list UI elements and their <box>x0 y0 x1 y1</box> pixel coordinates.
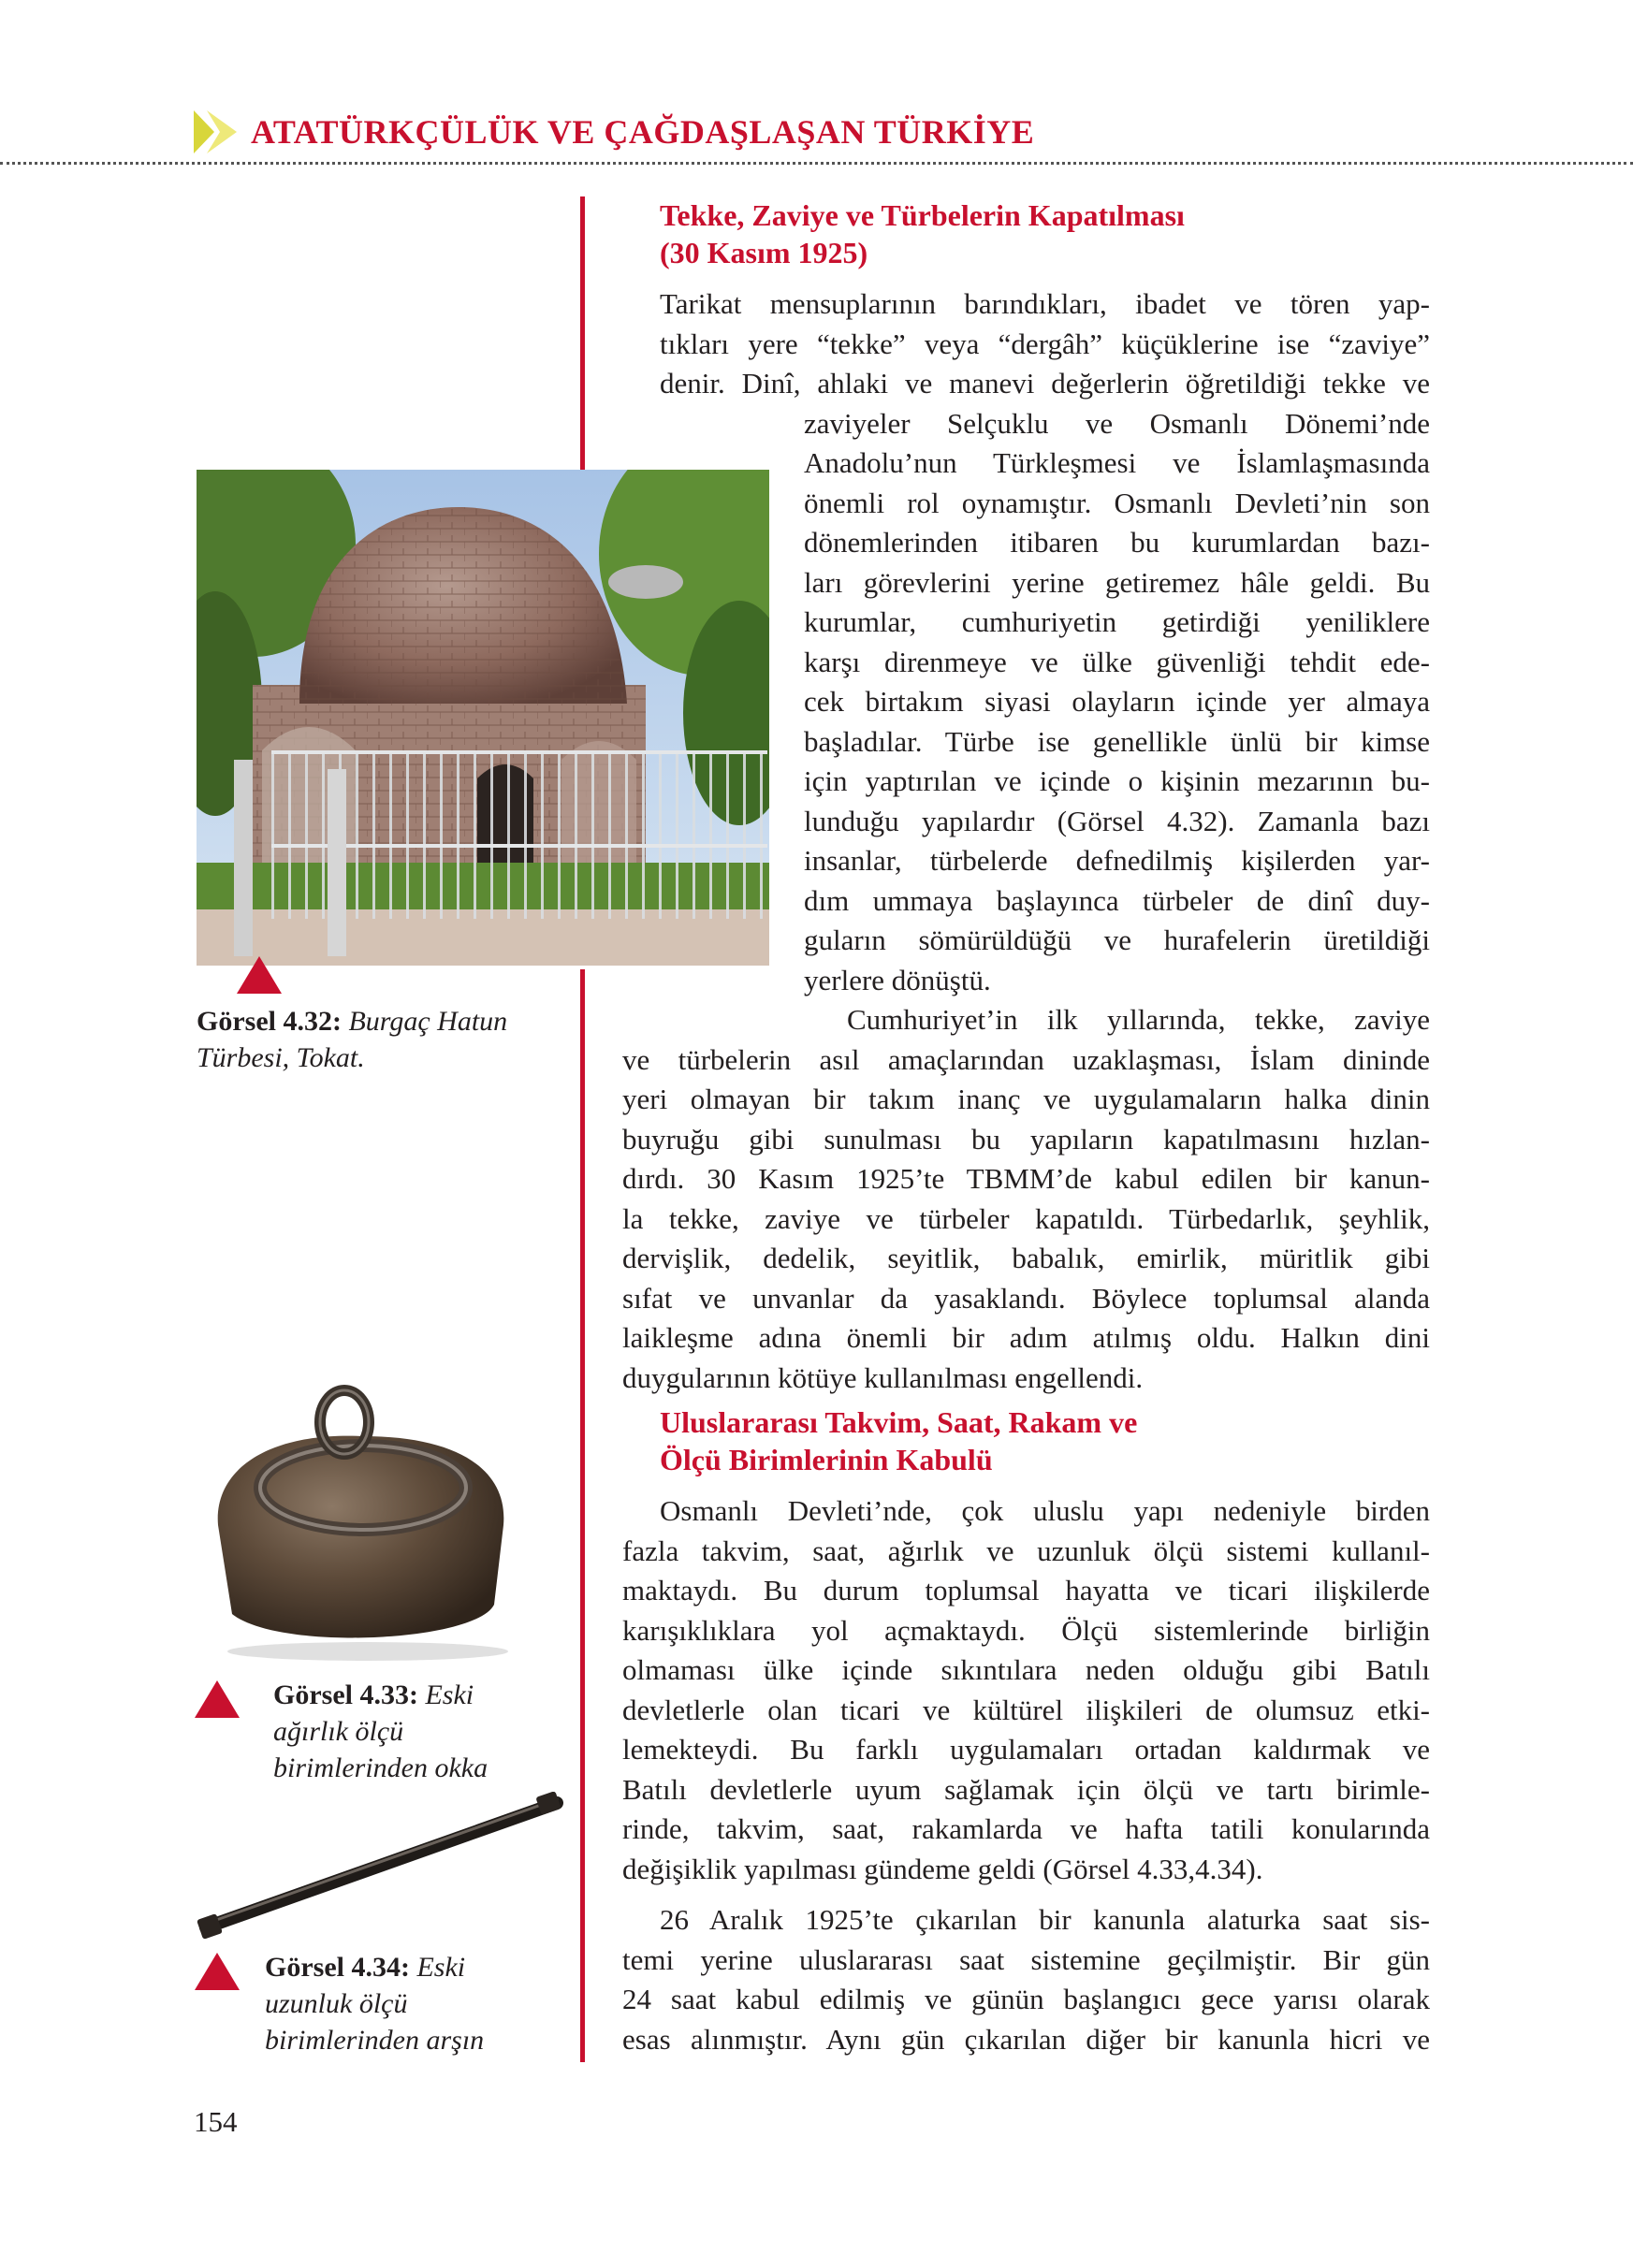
heading-line: Tekke, Zaviye ve Türbelerin Kapatılması <box>660 198 1185 232</box>
text-line: fazla takvim, saat, ağırlık ve uzunluk ölçü sistemi kullanıl- <box>622 1534 1430 1567</box>
text-line: rinde, takvim, saat, rakamlarda ve hafta tatili konularında <box>622 1812 1430 1845</box>
text-line: guların sömürüldüğü ve hurafelerin üretildiği <box>804 923 1430 956</box>
caption-marker-icon <box>237 956 282 994</box>
text-line: Batılı devletlerle uyum sağlamak için ölçü ve tartı birimle- <box>622 1772 1430 1806</box>
text-line: lunduğu yapılardır (Görsel 4.32). Zamanla bazı <box>804 804 1430 837</box>
text-line: Tarikat mensuplarının barındıkları, ibadet ve tören yap- <box>660 287 1430 320</box>
text-line: 24 saat kabul edilmiş ve günün başlangıcı gece yarısı olarak <box>622 1983 1430 2015</box>
caption-marker-icon <box>195 1953 240 1990</box>
chapter-title: ATATÜRKÇÜLÜK VE ÇAĞDAŞLAŞAN TÜRKİYE <box>251 113 1035 151</box>
heading-line: (30 Kasım 1925) <box>660 236 868 269</box>
caption-marker-icon <box>195 1680 240 1718</box>
heading-line: Uluslararası Takvim, Saat, Rakam ve <box>660 1405 1138 1439</box>
caption-text: Eski <box>416 1952 466 1983</box>
section-heading-olcu <box>660 1403 1137 1478</box>
text-line: için yaptırılan ve içinde o kişinin mezarının bu- <box>804 764 1430 797</box>
paragraph-tekke-intro <box>660 284 1430 404</box>
figure-caption-4-33 <box>273 1677 488 1786</box>
text-line: insanlar, türbelerde defnedilmiş kişilerden yar- <box>804 844 1430 877</box>
caption-text: Eski <box>425 1679 474 1710</box>
text-line: başladılar. Türbe ise genellikle ünlü bir kimse <box>804 724 1430 758</box>
text-line: sıfat ve unvanlar da yasaklandı. Böylece toplumsal alanda <box>622 1281 1430 1315</box>
caption-text: Burgaç Hatun <box>348 1006 508 1037</box>
caption-label: Görsel 4.32: <box>197 1006 342 1037</box>
text-line: dervişlik, dedelik, seyitlik, babalık, emirlik, müritlik gibi <box>622 1242 1430 1274</box>
column-divider-bottom <box>580 969 585 2062</box>
text-line: dönemlerinden itibaren bu kurumlardan bazı- <box>804 526 1430 559</box>
text-line: 26 Aralık 1925’te çıkarılan bir kanunla alaturka saat sis- <box>660 1903 1430 1936</box>
text-line: ve türbelerin asıl amaçlarından uzaklaşması, İslam dininde <box>622 1042 1430 1076</box>
text-line: Anadolu’nun Türkleşmesi ve İslamlaşmasında <box>804 446 1430 479</box>
figure-caption-4-34 <box>265 1949 484 2058</box>
heading-line: Ölçü Birimlerinin Kabulü <box>660 1443 993 1476</box>
okka-weight-photo <box>195 1385 532 1665</box>
caption-text: ağırlık ölçü <box>273 1716 404 1747</box>
text-line: laikleşme adına önemli bir adım atılmış oldu. Halkın dini <box>622 1321 1430 1354</box>
caption-text: Türbesi, Tokat. <box>197 1042 365 1073</box>
text-line: değişiklik yapılması gündeme geldi (Görsel 4.33,4.34). <box>622 1852 1263 1885</box>
text-line: cek birtakım siyasi olayların içinde yer almaya <box>804 685 1430 718</box>
text-line: yeri olmayan bir takım inanç ve uygulamaların halka dinin <box>622 1083 1430 1115</box>
caption-label: Görsel 4.33: <box>273 1679 418 1710</box>
caption-label: Görsel 4.34: <box>265 1952 410 1983</box>
tomb-photo <box>197 470 769 966</box>
paragraph-olcu-intro <box>622 1491 1430 1889</box>
text-line: buyruğu gibi sunulması bu yapıların kapatılmasını hızlan- <box>622 1122 1430 1156</box>
text-line: karşı direnmeye ve ülke güvenliği tehdit ede- <box>804 645 1430 678</box>
text-line: Osmanlı Devleti’nde, çok uluslu yapı nedeniyle birden <box>660 1494 1430 1527</box>
text-line: denir. Dinî, ahlaki ve manevi değerlerin öğretildiği tekke ve <box>660 367 1430 400</box>
text-line: duygularının kötüye kullanılması engellendi. <box>622 1360 1144 1394</box>
text-line: tıkları yere “tekke” veya “dergâh” küçüklerine ise “zaviye” <box>660 327 1430 360</box>
caption-text: uzunluk ölçü <box>265 1988 408 2019</box>
text-line: yerlere dönüştü. <box>804 963 991 996</box>
header-divider <box>0 162 1633 165</box>
caption-text: birimlerinden okka <box>273 1752 488 1783</box>
column-divider-top <box>580 196 585 470</box>
text-line: devletlerle olan ticari ve kültürel ilişkileri de olumsuz etki- <box>622 1693 1430 1726</box>
text-line: maktaydı. Bu durum toplumsal hayatta ve ticari ilişkilerde <box>622 1574 1430 1606</box>
text-line: dım ummaya başlayınca türbeler de dinî duy- <box>804 883 1430 917</box>
caption-text: birimlerinden arşın <box>265 2025 485 2056</box>
text-line: esas alınmıştır. Aynı gün çıkarılan diğer bir kanunla hicri ve <box>622 2022 1430 2056</box>
text-line: temi yerine uluslararası saat sistemine geçilmiştir. Bir gün <box>622 1942 1430 1976</box>
text-line: kurumlar, cumhuriyetin getirdiği yeniliklere <box>804 605 1430 638</box>
paragraph-tekke-wrap <box>804 404 1430 1001</box>
text-line: önemli rol oynamıştır. Osmanlı Devleti’nin son <box>804 486 1430 519</box>
figure-caption-4-32 <box>197 1003 507 1076</box>
section-arrow-icon <box>194 110 237 153</box>
text-line: dırdı. 30 Kasım 1925’te TBMM’de kabul edilen bir kanun- <box>622 1162 1430 1195</box>
text-line: Cumhuriyet’in ilk yıllarında, tekke, zaviye <box>847 1003 1430 1036</box>
page-number: 154 <box>194 2105 238 2138</box>
text-line: olmaması ülke içinde sıkıntılara neden olduğu gibi Batılı <box>622 1653 1430 1686</box>
arsin-rod-photo <box>192 1792 566 1941</box>
text-line: karışıklıklara yol açmaktaydı. Ölçü sistemlerinde birliğin <box>622 1613 1430 1647</box>
text-line: lemekteydi. Bu farklı uygulamaları ortadan kaldırmak ve <box>622 1733 1430 1766</box>
paragraph-tekke-closure <box>622 1000 1430 1398</box>
text-line: ları görevlerini yerine getiremez hâle geldi. Bu <box>804 565 1430 599</box>
section-heading-tekke <box>660 196 1185 271</box>
paragraph-saat <box>622 1900 1430 2059</box>
text-line: la tekke, zaviye ve türbeler kapatıldı. Türbedarlık, şeyhlik, <box>622 1201 1430 1235</box>
text-line: zaviyeler Selçuklu ve Osmanlı Dönemi’nde <box>804 406 1430 440</box>
